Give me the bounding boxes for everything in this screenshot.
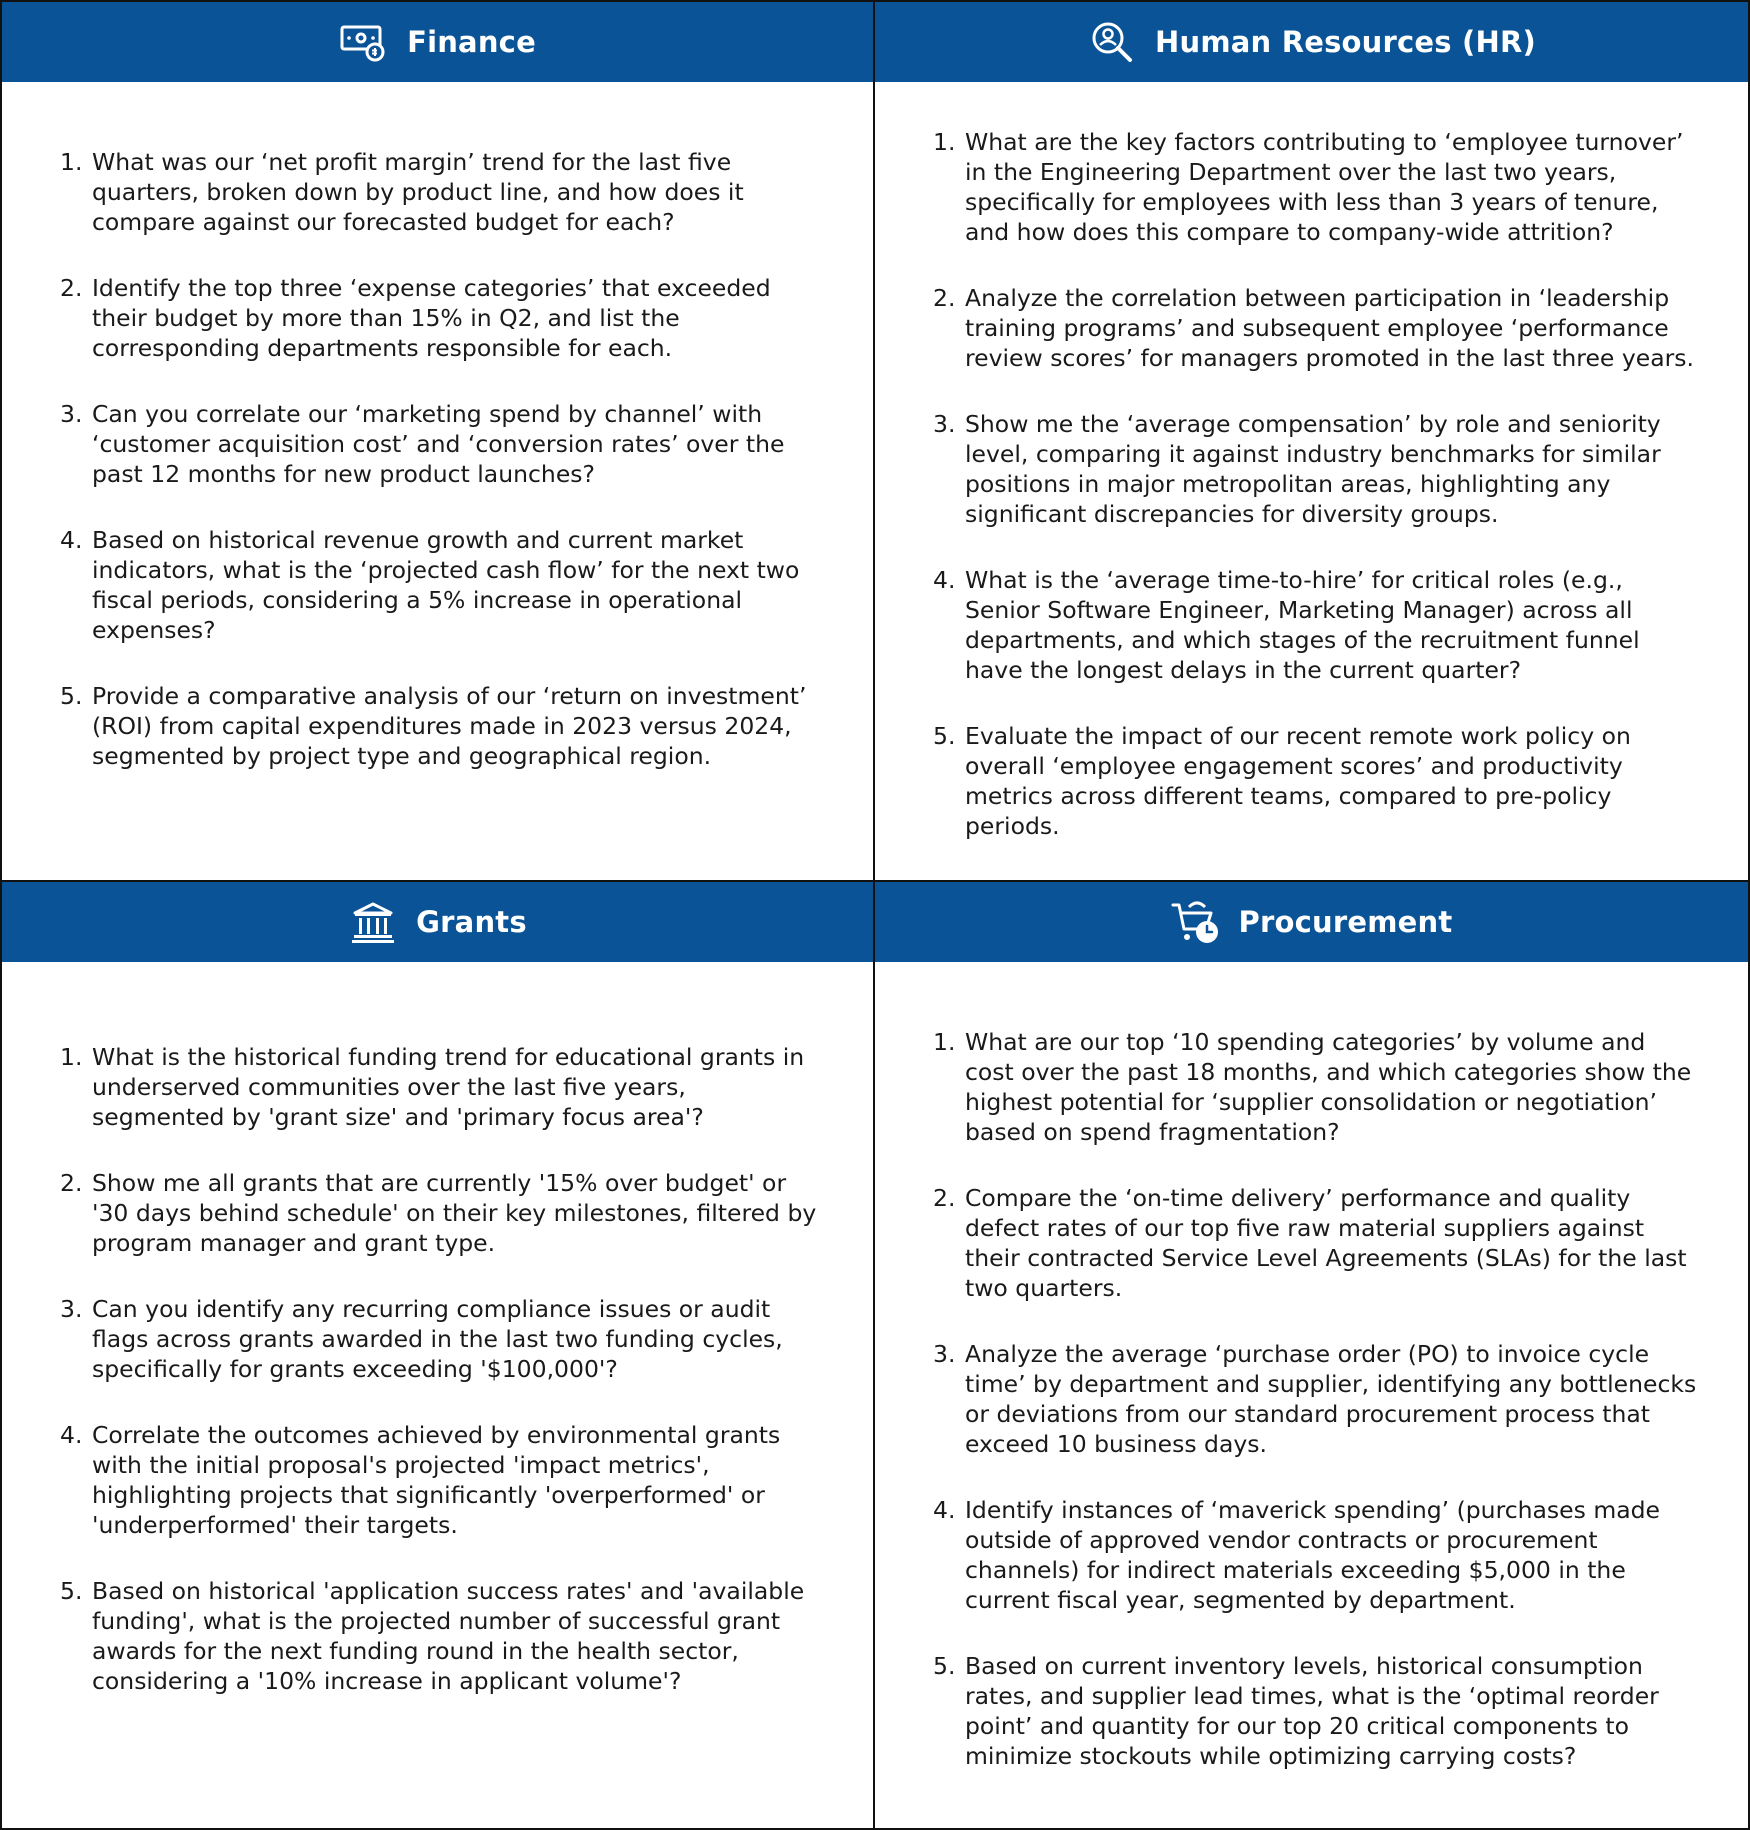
- item-number: 5.: [933, 1652, 956, 1680]
- list-item: [933, 1027, 1700, 1147]
- list-item: [933, 1495, 1700, 1615]
- question-text: Can you correlate our ‘marketing spend by channel’ with ‘customer acquisition cost’ and ‘conversion rates’ over the past 12 months for new product launches?: [92, 400, 785, 488]
- procurement-question-list: [933, 1027, 1700, 1807]
- list-item: [60, 1168, 825, 1258]
- list-item: [933, 1651, 1700, 1771]
- hr-title: Human Resources (HR): [1155, 25, 1536, 59]
- cart-clock-icon: [1171, 900, 1221, 944]
- finance-question-list: [60, 147, 825, 807]
- item-number: 3.: [60, 400, 83, 428]
- question-text: Identify instances of ‘maverick spending’ (purchases made outside of approved vendor contracts or procurement channels) for indirect materials exceeding $5,000 in the current fiscal year, segmented by department.: [965, 1496, 1661, 1614]
- procurement-title: Procurement: [1238, 905, 1453, 939]
- item-number: 1.: [60, 1043, 83, 1071]
- question-text: Show me all grants that are currently '15% over budget' or '30 days behind schedule' on their key milestones, filtered by program manager and grant type.: [92, 1169, 817, 1257]
- item-number: 3.: [933, 410, 956, 438]
- procurement-header: [875, 882, 1748, 962]
- question-text: Compare the ‘on-time delivery’ performance and quality defect rates of our top five raw material suppliers against their contracted Service Level Agreements (SLAs) for the last two quarters.: [965, 1184, 1687, 1302]
- question-text: Evaluate the impact of our recent remote work policy on overall ‘employee engagement scores’ and productivity metrics across different teams, compared to pre-policy periods.: [965, 722, 1631, 840]
- finance-title: Finance: [407, 25, 536, 59]
- list-item: [60, 147, 825, 237]
- item-number: 1.: [60, 148, 83, 176]
- item-number: 3.: [60, 1295, 83, 1323]
- finance-header: [2, 2, 873, 82]
- item-number: 4.: [60, 1421, 83, 1449]
- question-text: Show me the ‘average compensation’ by role and seniority level, comparing it against industry benchmarks for similar positions in major metropolitan areas, highlighting any significant discrepancies for diversity groups.: [965, 410, 1661, 528]
- item-number: 1.: [933, 128, 956, 156]
- question-text: What is the historical funding trend for educational grants in underserved communities over the last five years, segmented by 'grant size' and 'primary focus area'?: [92, 1043, 805, 1131]
- grants-title: Grants: [416, 905, 527, 939]
- item-number: 2.: [933, 284, 956, 312]
- item-number: 2.: [60, 1169, 83, 1197]
- question-text: What is the ‘average time-to-hire’ for critical roles (e.g., Senior Software Engineer, Marketing Manager) across all departments, and which stages of the recruitment funnel have the longest delays in the current quarter?: [965, 566, 1640, 684]
- question-text: Identify the top three ‘expense categories’ that exceeded their budget by more than 15% in Q2, and list the corresponding departments responsible for each.: [92, 274, 771, 362]
- item-number: 2.: [60, 274, 83, 302]
- question-text: Analyze the correlation between participation in ‘leadership training programs’ and subsequent employee ‘performance review scores’ for managers promoted in the last three years.: [965, 284, 1694, 372]
- bank-icon: [348, 900, 398, 944]
- list-item: [933, 1339, 1700, 1459]
- item-number: 5.: [60, 1577, 83, 1605]
- list-item: [60, 1576, 825, 1696]
- grants-header: [2, 882, 873, 962]
- item-number: 1.: [933, 1028, 956, 1056]
- grants-question-list: [60, 1042, 825, 1732]
- person-search-icon: [1087, 20, 1137, 64]
- item-number: 5.: [933, 722, 956, 750]
- question-text: What are our top ‘10 spending categories’ by volume and cost over the past 18 months, and which categories show the highest potential for ‘supplier consolidation or negotiation’ based on spend fragmentation?: [965, 1028, 1692, 1146]
- list-item: [60, 1294, 825, 1384]
- question-text: What are the key factors contributing to ‘employee turnover’ in the Engineering Department over the last two years, specifically for employees with less than 3 years of tenure, and how does this compare to company-wide attrition?: [965, 128, 1684, 246]
- list-item: [933, 127, 1700, 247]
- hr-panel: [875, 2, 1748, 882]
- question-text: Provide a comparative analysis of our ‘return on investment’ (ROI) from capital expenditures made in 2023 versus 2024, segmented by project type and geographical region.: [92, 682, 807, 770]
- question-text: Analyze the average ‘purchase order (PO) to invoice cycle time’ by department and supplier, identifying any bottlenecks or deviations from our standard procurement process that exceed 10 business days.: [965, 1340, 1697, 1458]
- list-item: [933, 721, 1700, 841]
- item-number: 4.: [933, 1496, 956, 1524]
- list-item: [933, 565, 1700, 685]
- question-text: Based on historical revenue growth and current market indicators, what is the ‘projected cash flow’ for the next two fiscal periods, considering a 5% increase in operational expenses?: [92, 526, 800, 644]
- question-text: What was our ‘net profit margin’ trend for the last five quarters, broken down by product line, and how does it compare against our forecasted budget for each?: [92, 148, 744, 236]
- hr-header: [875, 2, 1748, 82]
- money-icon: [339, 20, 389, 64]
- item-number: 4.: [933, 566, 956, 594]
- item-number: 5.: [60, 682, 83, 710]
- finance-panel: [2, 2, 875, 882]
- list-item: [933, 283, 1700, 373]
- list-item: [60, 1420, 825, 1540]
- list-item: [60, 399, 825, 489]
- list-item: [933, 1183, 1700, 1303]
- item-number: 3.: [933, 1340, 956, 1368]
- question-text: Based on historical 'application success rates' and 'available funding', what is the projected number of successful grant awards for the next funding round in the health sector, considering a '10% increase in applicant volume'?: [92, 1577, 805, 1695]
- list-item: [60, 681, 825, 771]
- list-item: [60, 525, 825, 645]
- list-item: [933, 409, 1700, 529]
- question-text: Based on current inventory levels, historical consumption rates, and supplier lead times, what is the ‘optimal reorder point’ and quantity for our top 20 critical components to minimize stockouts while optimizing carrying costs?: [965, 1652, 1659, 1770]
- hr-question-list: [933, 127, 1700, 877]
- item-number: 4.: [60, 526, 83, 554]
- question-text: Correlate the outcomes achieved by environmental grants with the initial proposal's projected 'impact metrics', highlighting projects that significantly 'overperformed' or 'underperformed' their targets.: [92, 1421, 781, 1539]
- grants-panel: [2, 882, 875, 1828]
- list-item: [60, 1042, 825, 1132]
- list-item: [60, 273, 825, 363]
- procurement-panel: [875, 882, 1748, 1828]
- question-text: Can you identify any recurring compliance issues or audit flags across grants awarded in the last two funding cycles, specifically for grants exceeding '$100,000'?: [92, 1295, 783, 1383]
- item-number: 2.: [933, 1184, 956, 1212]
